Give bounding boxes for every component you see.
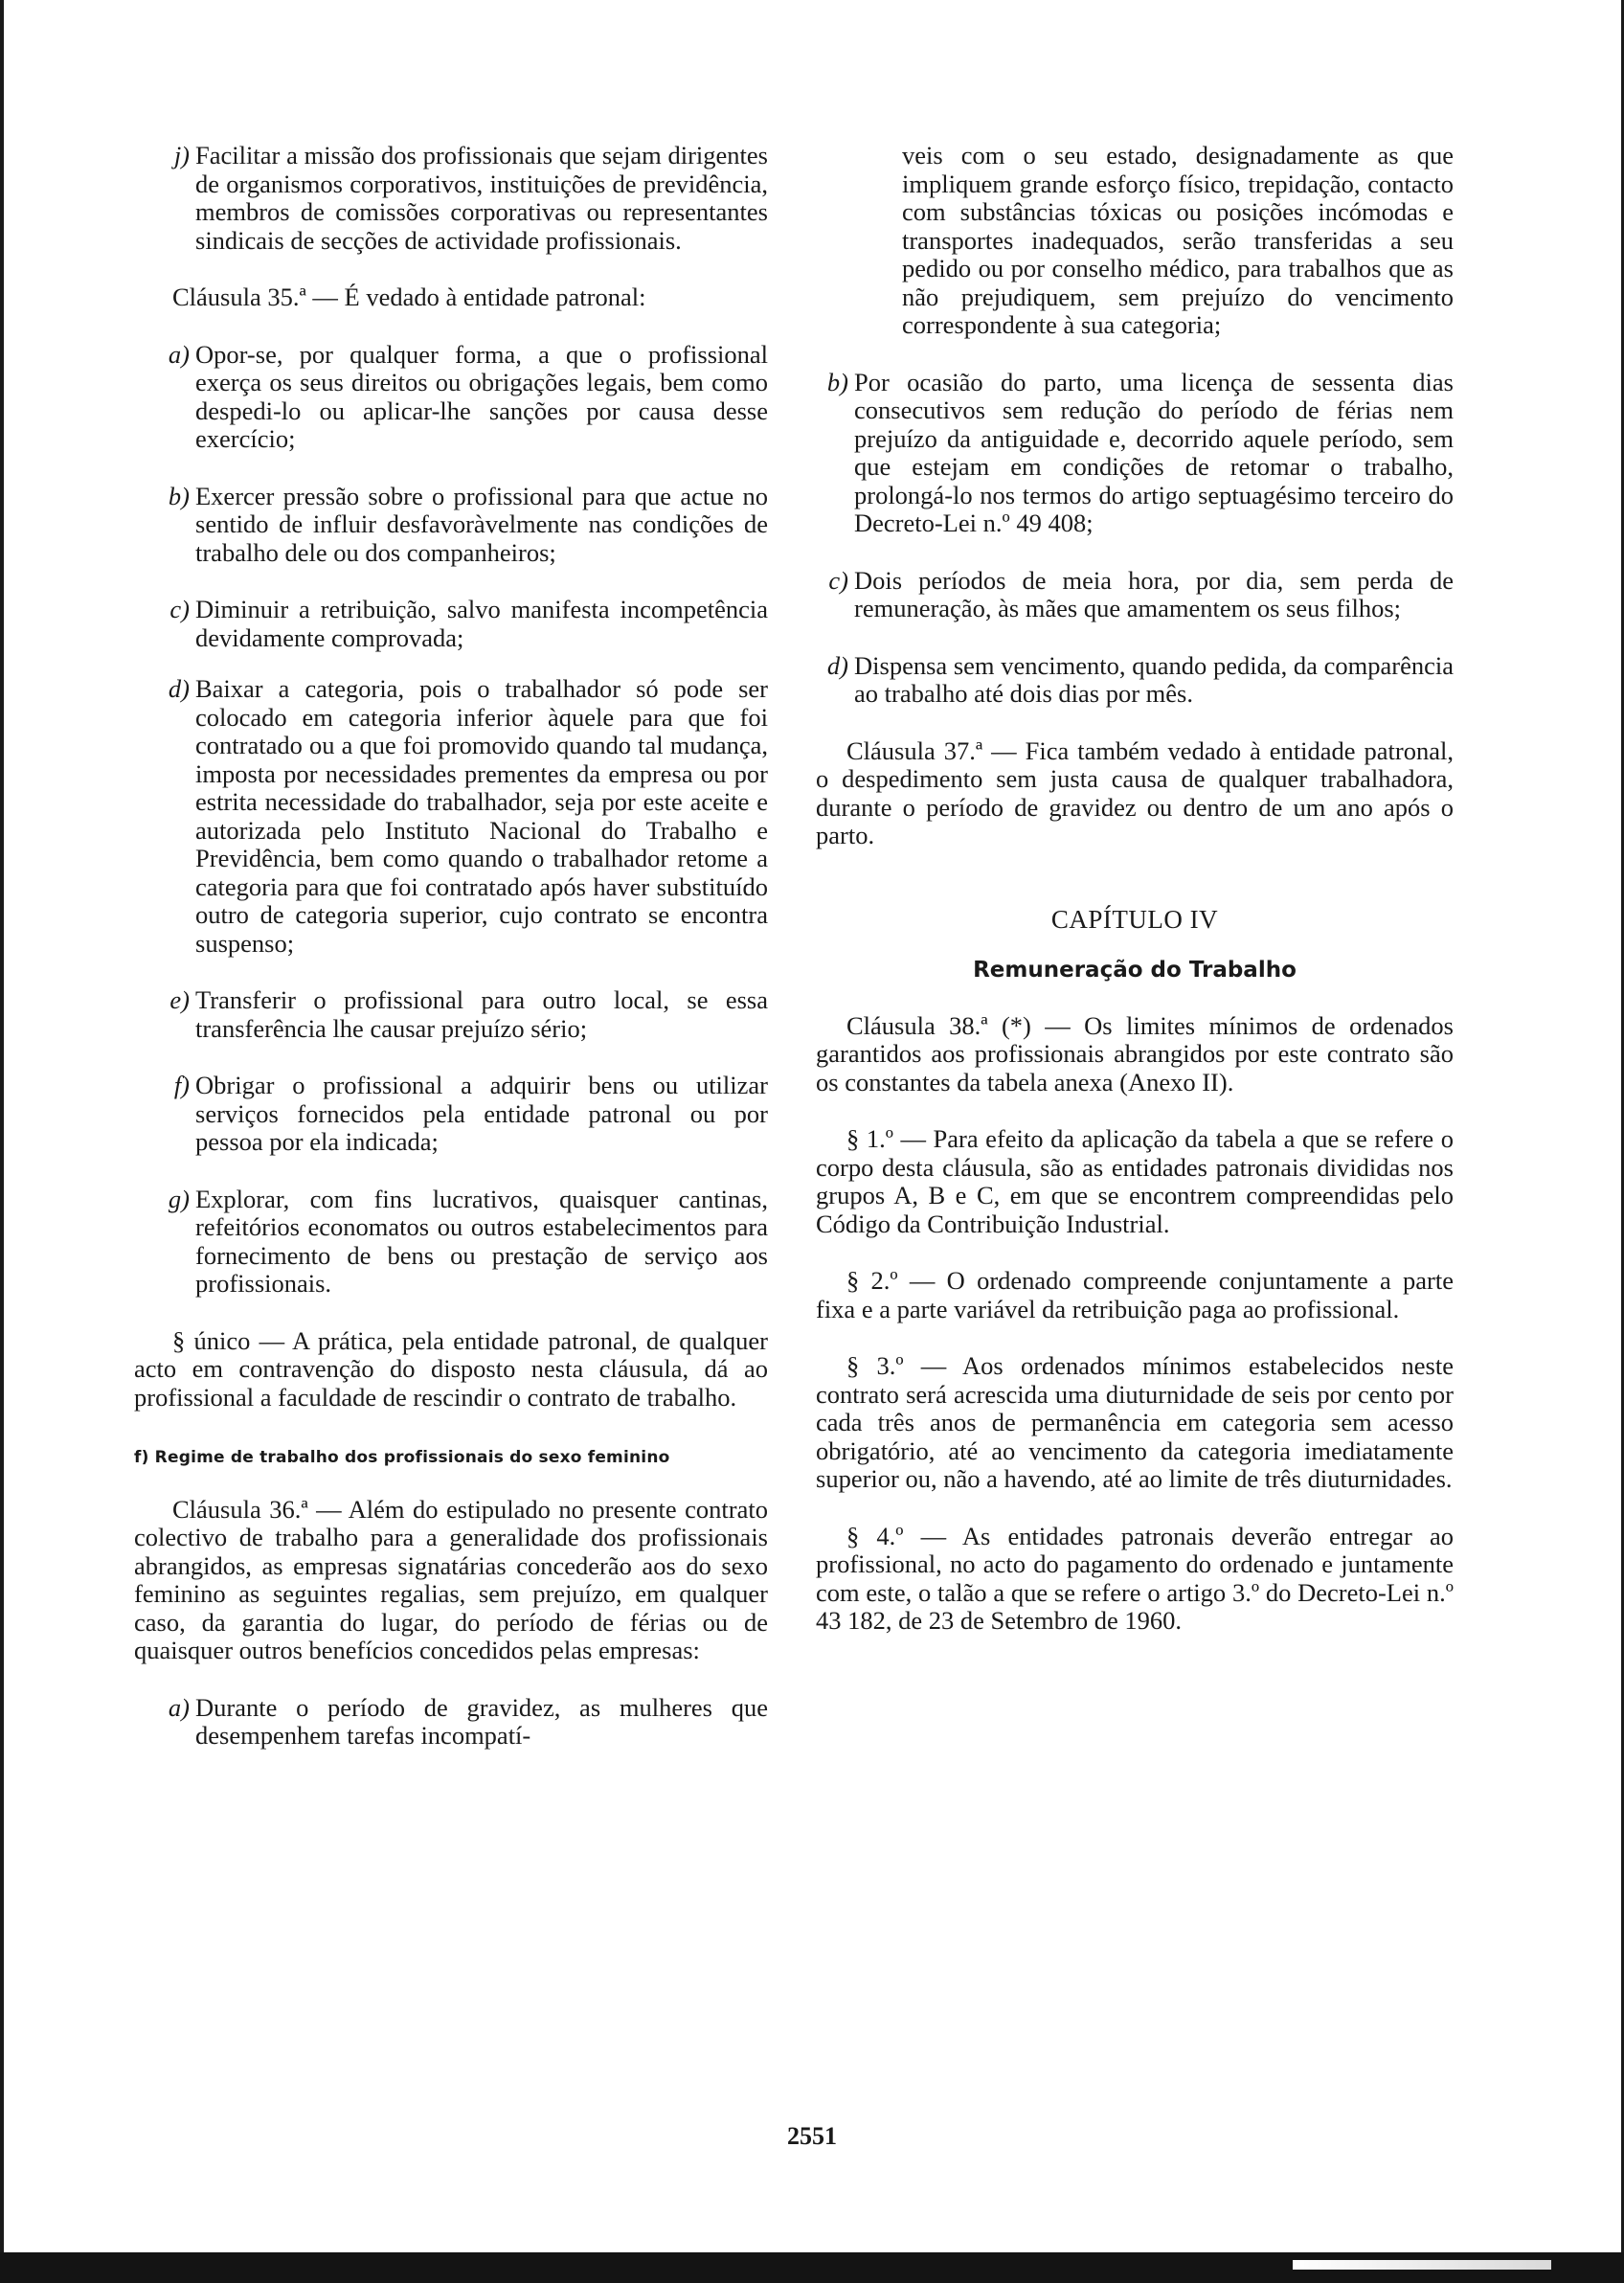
paragraph-2: § 2.º — O ordenado compreende conjuntamente a parte fixa e a parte variável da retribuição paga ao profissional.: [816, 1266, 1454, 1323]
item-text: Obrigar o profissional a adquirir bens ou utilizar serviços fornecidos pela entidade patronal ou por pessoa por ela indicada;: [195, 1071, 768, 1156]
item-letter: b): [826, 367, 848, 396]
paragraph-3: § 3.º — Aos ordenados mínimos estabelecidos neste contrato será acrescida uma diuturnidade de seis por cento por cada três anos de permanência em categoria sem acesso obrigatório, até ao vencimento da categoria imediatamente superior ou, não a havendo, até ao limite de três diuturnidades.: [816, 1351, 1454, 1493]
paragraph-unico: § único — A prática, pela entidade patronal, de qualquer acto em contravenção do disposto nesta cláusula, dá ao profissional a faculdade de rescindir o contrato de trabalho.: [134, 1325, 768, 1412]
item-35d: [157, 675, 768, 958]
item-letter: b): [168, 481, 190, 510]
item-text: Dispensa sem vencimento, quando pedida, da comparência ao trabalho até dois dias por mês.: [854, 650, 1454, 708]
item-letter: f): [173, 1071, 190, 1099]
item-35e: [157, 986, 768, 1043]
item-letter: j): [173, 141, 190, 170]
item-35g: [157, 1186, 768, 1299]
item-letter: d): [168, 674, 190, 703]
clausula-38: Cláusula 38.ª (*) — Os limites mínimos de ordenados garantidos aos profissionais abrangidos por este contrato são os constantes da tabela anexa (Anexo II).: [816, 1010, 1454, 1096]
item-text: Explorar, com fins lucrativos, quaisquer cantinas, refeitórios economatos ou outros estabelecimentos para fornecimento de bens ou prestação de serviço aos profissionais.: [195, 1184, 768, 1298]
clausula-36: Cláusula 36.ª — Além do estipulado no presente contrato colectivo de trabalho para a generalidade dos profissionais abrangidos, as empresas signatárias concederão aos do sexo feminino as seguintes regalias, sem prejuízo, em qualquer caso, da garantia do lugar, do período de férias ou de quaisquer outros benefícios concedidos pelas empresas:: [134, 1494, 768, 1664]
scan-artifact: [1293, 2260, 1551, 2270]
item-text: Transferir o profissional para outro local, se essa transferência lhe causar prejuízo sério;: [195, 985, 768, 1043]
item-letter: e): [169, 985, 190, 1014]
item-35a: [157, 341, 768, 454]
left-column: [134, 142, 768, 1751]
item-36b: [816, 369, 1454, 538]
item-36d: [816, 652, 1454, 709]
chapter-title: Remuneração do Trabalho: [973, 958, 1297, 983]
item-j: [157, 142, 768, 255]
item-letter: c): [828, 565, 848, 595]
item-text: Opor-se, por qualquer forma, a que o profissional exerça os seus direitos ou obrigações legais, bem como despedi-lo ou aplicar-lhe sanções por causa desse exercício;: [195, 339, 768, 453]
item-text: Exercer pressão sobre o profissional para que actue no sentido de influir desfavoràvelmente nas condições de trabalho dele ou dos companheiros;: [195, 481, 768, 567]
right-column: [816, 142, 1454, 1636]
item-36a-continuation: veis com o seu estado, designadamente as que impliquem grande esforço físico, trepidação, contacto com substâncias tóxicas ou posições incómodas e transportes inadequados, serão transferidas a seu pedido ou por conselho médico, para trabalhos que as não prejudiquem, sem prejuízo do vencimento correspondente à sua categoria;: [902, 141, 1454, 339]
scan-edge-left: [0, 0, 4, 2283]
item-text: Diminuir a retribuição, salvo manifesta incompetência devidamente comprovada;: [195, 595, 768, 652]
item-letter: a): [168, 1692, 190, 1722]
item-letter: g): [168, 1184, 190, 1213]
page-number: 2551: [787, 2122, 837, 2150]
item-text: Dois períodos de meia hora, por dia, sem perda de remuneração, às mães que amamentem os seus filhos;: [854, 565, 1454, 622]
item-text: Baixar a categoria, pois o trabalhador só pode ser colocado em categoria inferior àquele para que foi contratado ou a que foi promovido quando tal mudança, imposta por necessidades prementes da empresa ou por estrita necessidade do trabalhador, seja por este aceite e autorizada pelo Instituto Nacional do Trabalho e Previdência, bem como quando o trabalhador retome a categoria para que foi contratado após haver substituído outro de categoria superior, cujo contrato se encontra suspenso;: [195, 674, 768, 958]
item-text: Durante o período de gravidez, as mulheres que desempenhem tarefas incompatí-: [195, 1692, 768, 1750]
scan-bottom-bar: [0, 2252, 1624, 2283]
clausula-35: Cláusula 35.ª — É vedado à entidade patronal:: [172, 283, 646, 311]
chapter-heading: CAPÍTULO IV: [1050, 904, 1219, 934]
item-text: Facilitar a missão dos profissionais que sejam dirigentes de organismos corporativos, instituições de previdência, membros de comissões corporativas ou representantes sindicais de secções de actividade profissionais.: [195, 141, 768, 255]
item-letter: d): [826, 650, 848, 680]
paragraph-1: § 1.º — Para efeito da aplicação da tabela a que se refere o corpo desta cláusula, são as entidades patronais divididas nos grupos A, B e C, em que se encontrem compreendidas pelo Código da Contribuição Industrial.: [816, 1124, 1454, 1238]
section-heading-f: f) Regime de trabalho dos profissionais do sexo feminino: [134, 1448, 670, 1467]
item-36c: [816, 567, 1454, 623]
clausula-37: Cláusula 37.ª — Fica também vedado à entidade patronal, o despedimento sem justa causa de qualquer trabalhadora, durante o período de gravidez ou dentro de um ano após o parto.: [816, 735, 1454, 849]
item-36a: [157, 1694, 768, 1751]
item-35b: [157, 483, 768, 568]
item-letter: a): [168, 339, 190, 369]
item-35f: [157, 1072, 768, 1157]
paragraph-4: § 4.º — As entidades patronais deverão entregar ao profissional, no acto do pagamento do ordenado e juntamente com este, o talão a que se refere o artigo 3.º do Decreto-Lei n.º 43 182, de 23 de Setembro de 1960.: [816, 1521, 1454, 1635]
item-letter: c): [169, 595, 190, 623]
item-35c: [157, 596, 768, 652]
item-text: Por ocasião do parto, uma licença de sessenta dias consecutivos sem redução do período de férias nem prejuízo da antiguidade e, decorrido aquele período, sem que estejam em condições de retomar o trabalho, prolongá-lo nos termos do artigo septuagésimo terceiro do Decreto-Lei n.º 49 408;: [854, 367, 1454, 537]
